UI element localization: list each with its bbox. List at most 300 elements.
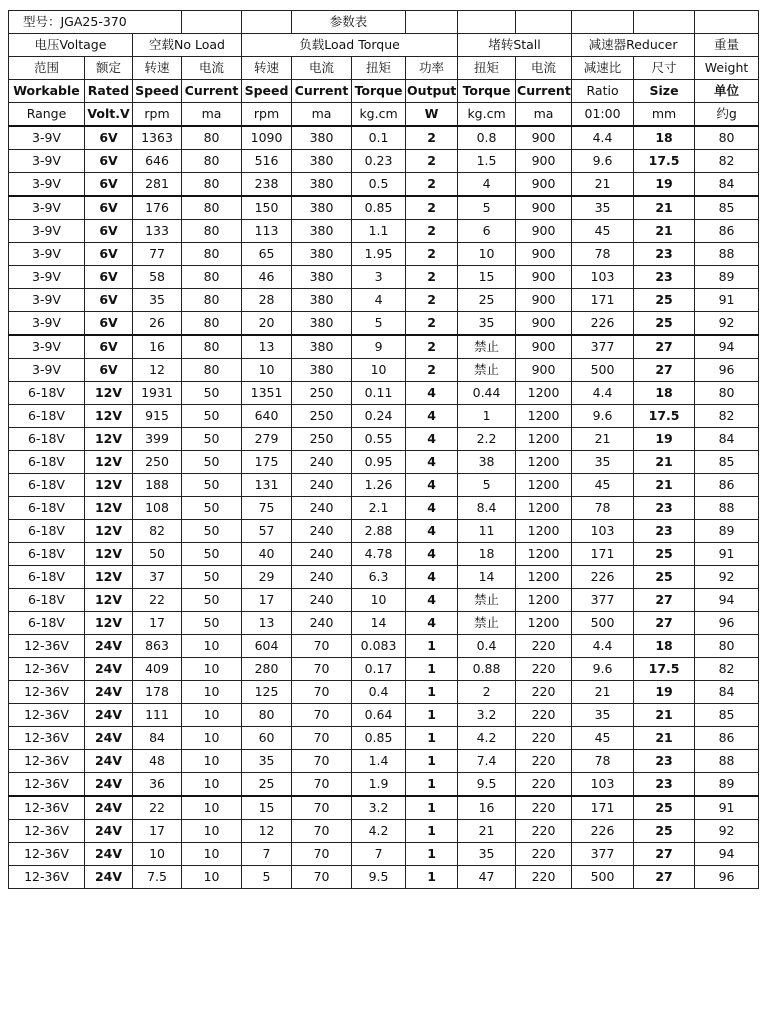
output-power-cell: 1 [406, 820, 458, 843]
weight-cell: 85 [695, 704, 759, 727]
range-cell: 12-36V [9, 750, 85, 773]
reduction-ratio-cell: 500 [572, 866, 634, 889]
output-power-cell: 4 [406, 497, 458, 520]
weight-cell: 88 [695, 243, 759, 266]
load-current-cell: 70 [292, 658, 352, 681]
load-current-cell: 240 [292, 543, 352, 566]
reduction-ratio-cell: 226 [572, 820, 634, 843]
output-power-cell: 1 [406, 681, 458, 704]
table-row [9, 289, 759, 312]
stall-current-cell: 220 [516, 843, 572, 866]
weight-cell: 86 [695, 474, 759, 497]
table-row [9, 796, 759, 820]
output-power-cell: 4 [406, 451, 458, 474]
rated-voltage-cell: 6V [85, 266, 133, 289]
load-torque-cell: 0.85 [352, 727, 406, 750]
load-torque-group-header: 负载Load Torque [242, 34, 458, 57]
range-cell: 3-9V [9, 220, 85, 243]
stall-torque-cell: 禁止 [458, 335, 516, 359]
table-row [9, 681, 759, 704]
empty-cell [634, 11, 695, 34]
header-cell: Current [182, 80, 242, 103]
no-load-current-cell: 10 [182, 635, 242, 658]
stall-current-cell: 220 [516, 681, 572, 704]
output-power-cell: 1 [406, 773, 458, 797]
load-torque-cell: 0.55 [352, 428, 406, 451]
range-cell: 6-18V [9, 382, 85, 405]
load-torque-cell: 4.2 [352, 820, 406, 843]
range-cell: 12-36V [9, 866, 85, 889]
stall-current-cell: 220 [516, 866, 572, 889]
rated-voltage-cell: 24V [85, 843, 133, 866]
no-load-speed-cell: 10 [133, 843, 182, 866]
reduction-ratio-cell: 103 [572, 773, 634, 797]
load-torque-cell: 10 [352, 359, 406, 382]
stall-torque-cell: 4 [458, 173, 516, 197]
table-row [9, 589, 759, 612]
load-speed-cell: 150 [242, 196, 292, 220]
header-cell: 额定 [85, 57, 133, 80]
voltage-group-header: 电压Voltage [9, 34, 133, 57]
load-speed-cell: 35 [242, 750, 292, 773]
table-row [9, 243, 759, 266]
rated-voltage-cell: 24V [85, 727, 133, 750]
no-load-speed-cell: 16 [133, 335, 182, 359]
no-load-speed-cell: 133 [133, 220, 182, 243]
header-cell: 单位 [695, 80, 759, 103]
output-power-cell: 4 [406, 589, 458, 612]
header-cell: 减速比 [572, 57, 634, 80]
table-row [9, 612, 759, 635]
empty-cell [695, 11, 759, 34]
load-torque-cell: 2.1 [352, 497, 406, 520]
rated-voltage-cell: 12V [85, 474, 133, 497]
range-cell: 3-9V [9, 359, 85, 382]
table-title: 参数表 [292, 11, 406, 34]
size-cell: 27 [634, 359, 695, 382]
load-torque-cell: 0.85 [352, 196, 406, 220]
no-load-current-cell: 50 [182, 497, 242, 520]
stall-current-cell: 900 [516, 220, 572, 243]
range-cell: 12-36V [9, 681, 85, 704]
stall-current-cell: 900 [516, 266, 572, 289]
stall-torque-cell: 14 [458, 566, 516, 589]
weight-cell: 94 [695, 589, 759, 612]
reduction-ratio-cell: 35 [572, 704, 634, 727]
stall-current-cell: 220 [516, 704, 572, 727]
range-cell: 12-36V [9, 773, 85, 797]
stall-torque-cell: 38 [458, 451, 516, 474]
header-cell: Current [516, 80, 572, 103]
load-current-cell: 380 [292, 266, 352, 289]
stall-current-cell: 1200 [516, 451, 572, 474]
range-cell: 3-9V [9, 173, 85, 197]
header-cell: 扭矩 [352, 57, 406, 80]
rated-voltage-cell: 6V [85, 243, 133, 266]
load-speed-cell: 125 [242, 681, 292, 704]
rated-voltage-cell: 12V [85, 405, 133, 428]
stall-current-cell: 1200 [516, 589, 572, 612]
load-torque-cell: 5 [352, 312, 406, 336]
unit-cell: 01:00 [572, 103, 634, 127]
no-load-speed-cell: 17 [133, 612, 182, 635]
load-speed-cell: 113 [242, 220, 292, 243]
load-current-cell: 70 [292, 681, 352, 704]
stall-current-cell: 1200 [516, 428, 572, 451]
size-cell: 23 [634, 520, 695, 543]
unit-cell: W [406, 103, 458, 127]
output-power-cell: 1 [406, 727, 458, 750]
table-row [9, 335, 759, 359]
load-torque-cell: 0.24 [352, 405, 406, 428]
size-cell: 23 [634, 750, 695, 773]
size-cell: 23 [634, 773, 695, 797]
size-cell: 17.5 [634, 658, 695, 681]
weight-cell: 94 [695, 335, 759, 359]
load-torque-cell: 9.5 [352, 866, 406, 889]
size-cell: 21 [634, 196, 695, 220]
range-cell: 3-9V [9, 196, 85, 220]
size-cell: 27 [634, 843, 695, 866]
stall-current-cell: 220 [516, 820, 572, 843]
load-torque-cell: 0.64 [352, 704, 406, 727]
stall-torque-cell: 1.5 [458, 150, 516, 173]
reduction-ratio-cell: 9.6 [572, 405, 634, 428]
header-cell: Speed [133, 80, 182, 103]
parameter-table [8, 10, 759, 889]
empty-cell [572, 11, 634, 34]
stall-torque-cell: 47 [458, 866, 516, 889]
range-cell: 12-36V [9, 727, 85, 750]
table-row [9, 220, 759, 243]
table-row [9, 866, 759, 889]
header-cell: Speed [242, 80, 292, 103]
weight-cell: 82 [695, 405, 759, 428]
stall-torque-cell: 5 [458, 474, 516, 497]
no-load-current-cell: 50 [182, 589, 242, 612]
reducer-group-header: 减速器Reducer [572, 34, 695, 57]
stall-current-cell: 900 [516, 196, 572, 220]
load-current-cell: 380 [292, 289, 352, 312]
no-load-current-cell: 80 [182, 335, 242, 359]
range-cell: 6-18V [9, 474, 85, 497]
no-load-current-cell: 50 [182, 543, 242, 566]
no-load-speed-cell: 7.5 [133, 866, 182, 889]
output-power-cell: 4 [406, 520, 458, 543]
rated-voltage-cell: 12V [85, 497, 133, 520]
stall-current-cell: 220 [516, 750, 572, 773]
table-row [9, 843, 759, 866]
weight-group-header: 重量 [695, 34, 759, 57]
stall-torque-cell: 禁止 [458, 589, 516, 612]
range-cell: 3-9V [9, 150, 85, 173]
range-cell: 12-36V [9, 635, 85, 658]
stall-torque-cell: 11 [458, 520, 516, 543]
size-cell: 19 [634, 681, 695, 704]
size-cell: 19 [634, 173, 695, 197]
load-torque-cell: 1.9 [352, 773, 406, 797]
reduction-ratio-cell: 4.4 [572, 382, 634, 405]
unit-cell: mm [634, 103, 695, 127]
reduction-ratio-cell: 45 [572, 727, 634, 750]
reduction-ratio-cell: 21 [572, 173, 634, 197]
unit-cell: ma [516, 103, 572, 127]
no-load-speed-cell: 36 [133, 773, 182, 797]
load-speed-cell: 279 [242, 428, 292, 451]
output-power-cell: 1 [406, 796, 458, 820]
unit-cell: Volt.V [85, 103, 133, 127]
header-cell: Torque [458, 80, 516, 103]
output-power-cell: 4 [406, 382, 458, 405]
load-speed-cell: 5 [242, 866, 292, 889]
table-row [9, 750, 759, 773]
header-cell: 电流 [516, 57, 572, 80]
load-speed-cell: 57 [242, 520, 292, 543]
header-cell: 转速 [242, 57, 292, 80]
weight-cell: 84 [695, 173, 759, 197]
no-load-current-cell: 50 [182, 428, 242, 451]
no-load-speed-cell: 646 [133, 150, 182, 173]
stall-current-cell: 1200 [516, 543, 572, 566]
table-row [9, 704, 759, 727]
stall-current-cell: 900 [516, 359, 572, 382]
stall-current-cell: 1200 [516, 497, 572, 520]
size-cell: 27 [634, 866, 695, 889]
no-load-speed-cell: 178 [133, 681, 182, 704]
header-cell: Ratio [572, 80, 634, 103]
load-current-cell: 380 [292, 335, 352, 359]
no-load-speed-cell: 26 [133, 312, 182, 336]
english-header-row [9, 80, 759, 103]
no-load-current-cell: 10 [182, 796, 242, 820]
load-torque-cell: 1.4 [352, 750, 406, 773]
header-cell: 范围 [9, 57, 85, 80]
no-load-speed-cell: 77 [133, 243, 182, 266]
reduction-ratio-cell: 226 [572, 566, 634, 589]
no-load-current-cell: 80 [182, 150, 242, 173]
header-cell: 电流 [182, 57, 242, 80]
stall-current-cell: 900 [516, 173, 572, 197]
no-load-current-cell: 50 [182, 405, 242, 428]
stall-current-cell: 1200 [516, 382, 572, 405]
table-body [9, 11, 759, 889]
stall-torque-cell: 35 [458, 312, 516, 336]
load-current-cell: 380 [292, 220, 352, 243]
load-current-cell: 380 [292, 312, 352, 336]
load-current-cell: 240 [292, 520, 352, 543]
stall-current-cell: 220 [516, 773, 572, 797]
load-current-cell: 240 [292, 612, 352, 635]
load-speed-cell: 175 [242, 451, 292, 474]
load-current-cell: 70 [292, 635, 352, 658]
reduction-ratio-cell: 377 [572, 335, 634, 359]
size-cell: 18 [634, 126, 695, 150]
table-row [9, 359, 759, 382]
stall-torque-cell: 18 [458, 543, 516, 566]
load-speed-cell: 29 [242, 566, 292, 589]
stall-current-cell: 220 [516, 635, 572, 658]
no-load-current-cell: 10 [182, 843, 242, 866]
reduction-ratio-cell: 45 [572, 474, 634, 497]
weight-cell: 84 [695, 428, 759, 451]
stall-current-cell: 1200 [516, 405, 572, 428]
rated-voltage-cell: 6V [85, 150, 133, 173]
range-cell: 6-18V [9, 612, 85, 635]
table-row [9, 497, 759, 520]
output-power-cell: 2 [406, 289, 458, 312]
no-load-speed-cell: 84 [133, 727, 182, 750]
table-row [9, 543, 759, 566]
output-power-cell: 2 [406, 220, 458, 243]
load-torque-cell: 4.78 [352, 543, 406, 566]
load-speed-cell: 280 [242, 658, 292, 681]
size-cell: 18 [634, 382, 695, 405]
rated-voltage-cell: 24V [85, 704, 133, 727]
stall-torque-cell: 5 [458, 196, 516, 220]
table-row [9, 150, 759, 173]
no-load-speed-cell: 48 [133, 750, 182, 773]
load-speed-cell: 10 [242, 359, 292, 382]
load-speed-cell: 75 [242, 497, 292, 520]
output-power-cell: 4 [406, 428, 458, 451]
load-current-cell: 70 [292, 866, 352, 889]
no-load-speed-cell: 1931 [133, 382, 182, 405]
output-power-cell: 1 [406, 750, 458, 773]
load-speed-cell: 131 [242, 474, 292, 497]
stall-current-cell: 220 [516, 796, 572, 820]
table-row [9, 126, 759, 150]
no-load-speed-cell: 12 [133, 359, 182, 382]
stall-current-cell: 900 [516, 126, 572, 150]
load-speed-cell: 13 [242, 335, 292, 359]
range-cell: 3-9V [9, 335, 85, 359]
load-speed-cell: 13 [242, 612, 292, 635]
unit-cell: kg.cm [458, 103, 516, 127]
stall-current-cell: 900 [516, 243, 572, 266]
load-torque-cell: 1.95 [352, 243, 406, 266]
load-current-cell: 70 [292, 704, 352, 727]
weight-cell: 88 [695, 750, 759, 773]
no-load-current-cell: 10 [182, 704, 242, 727]
load-speed-cell: 640 [242, 405, 292, 428]
reduction-ratio-cell: 9.6 [572, 658, 634, 681]
rated-voltage-cell: 6V [85, 359, 133, 382]
no-load-current-cell: 50 [182, 382, 242, 405]
unit-cell: ma [182, 103, 242, 127]
range-cell: 3-9V [9, 312, 85, 336]
range-cell: 12-36V [9, 796, 85, 820]
stall-current-cell: 1200 [516, 474, 572, 497]
rated-voltage-cell: 12V [85, 589, 133, 612]
load-speed-cell: 25 [242, 773, 292, 797]
load-speed-cell: 7 [242, 843, 292, 866]
stall-torque-cell: 0.44 [458, 382, 516, 405]
size-cell: 21 [634, 220, 695, 243]
reduction-ratio-cell: 35 [572, 196, 634, 220]
rated-voltage-cell: 12V [85, 451, 133, 474]
table-row [9, 382, 759, 405]
load-speed-cell: 40 [242, 543, 292, 566]
size-cell: 21 [634, 704, 695, 727]
rated-voltage-cell: 24V [85, 635, 133, 658]
rated-voltage-cell: 6V [85, 312, 133, 336]
load-current-cell: 380 [292, 126, 352, 150]
load-torque-cell: 0.95 [352, 451, 406, 474]
range-cell: 6-18V [9, 589, 85, 612]
size-cell: 25 [634, 796, 695, 820]
stall-torque-cell: 0.88 [458, 658, 516, 681]
reduction-ratio-cell: 171 [572, 543, 634, 566]
weight-cell: 85 [695, 196, 759, 220]
weight-cell: 82 [695, 658, 759, 681]
no-load-current-cell: 80 [182, 266, 242, 289]
size-cell: 21 [634, 727, 695, 750]
range-cell: 12-36V [9, 820, 85, 843]
no-load-current-cell: 50 [182, 566, 242, 589]
reduction-ratio-cell: 35 [572, 451, 634, 474]
no-load-speed-cell: 111 [133, 704, 182, 727]
output-power-cell: 2 [406, 150, 458, 173]
weight-cell: 89 [695, 520, 759, 543]
stall-torque-cell: 0.8 [458, 126, 516, 150]
no-load-current-cell: 50 [182, 451, 242, 474]
load-current-cell: 70 [292, 796, 352, 820]
no-load-current-cell: 80 [182, 312, 242, 336]
no-load-current-cell: 80 [182, 359, 242, 382]
reduction-ratio-cell: 78 [572, 243, 634, 266]
range-cell: 3-9V [9, 126, 85, 150]
stall-torque-cell: 7.4 [458, 750, 516, 773]
table-row [9, 773, 759, 797]
weight-cell: 82 [695, 150, 759, 173]
reduction-ratio-cell: 377 [572, 589, 634, 612]
rated-voltage-cell: 6V [85, 126, 133, 150]
weight-cell: 94 [695, 843, 759, 866]
table-row [9, 566, 759, 589]
size-cell: 18 [634, 635, 695, 658]
header-cell: 扭矩 [458, 57, 516, 80]
range-cell: 12-36V [9, 843, 85, 866]
load-current-cell: 250 [292, 428, 352, 451]
no-load-speed-cell: 863 [133, 635, 182, 658]
reduction-ratio-cell: 21 [572, 428, 634, 451]
output-power-cell: 4 [406, 543, 458, 566]
load-torque-cell: 1.1 [352, 220, 406, 243]
no-load-group-header: 空载No Load [133, 34, 242, 57]
reduction-ratio-cell: 171 [572, 796, 634, 820]
load-speed-cell: 516 [242, 150, 292, 173]
load-torque-cell: 0.1 [352, 126, 406, 150]
no-load-current-cell: 10 [182, 750, 242, 773]
stall-torque-cell: 2 [458, 681, 516, 704]
chinese-header-row [9, 57, 759, 80]
range-cell: 12-36V [9, 704, 85, 727]
rated-voltage-cell: 12V [85, 612, 133, 635]
load-current-cell: 240 [292, 451, 352, 474]
no-load-current-cell: 10 [182, 658, 242, 681]
size-cell: 27 [634, 612, 695, 635]
stall-current-cell: 900 [516, 150, 572, 173]
model-title-row [9, 11, 759, 34]
stall-torque-cell: 禁止 [458, 359, 516, 382]
stall-current-cell: 220 [516, 658, 572, 681]
no-load-current-cell: 10 [182, 681, 242, 704]
load-current-cell: 380 [292, 173, 352, 197]
rated-voltage-cell: 24V [85, 820, 133, 843]
output-power-cell: 1 [406, 635, 458, 658]
size-cell: 21 [634, 474, 695, 497]
weight-cell: 84 [695, 681, 759, 704]
